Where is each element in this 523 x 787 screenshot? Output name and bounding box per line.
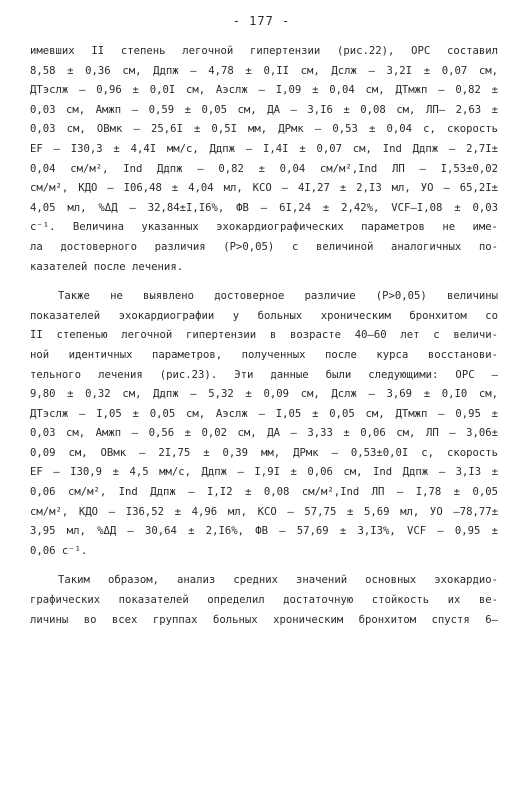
- text-line: 0,06 с⁻¹.: [30, 544, 88, 557]
- text-line: показателей эхокардиографии у больных хроническим бронхитом со: [30, 309, 498, 322]
- text-line: ной идентичных параметров, полученных после курса восстанови-: [30, 348, 498, 361]
- paragraph-1: [30, 42, 498, 277]
- text-line: 0,03 см, ОВмк – 25,6I ± 0,5I мм, ДРмк – 0,53 ± 0,04 с, скорость: [30, 123, 498, 136]
- text-line: 0,04 см/м², Ind Ддпж – 0,82 ± 0,04 см/м²,Ind ЛП – I,53±0,02: [30, 162, 498, 175]
- text-line: см/м², КДО – I06,48 ± 4,04 мл, КСО – 4I,27 ± 2,I3 мл, УО – 65,2I±: [30, 182, 498, 195]
- text-line: EF – I30,3 ± 4,4I мм/с, Ддпж – I,4I ± 0,07 см, Ind Ддпж – 2,7I±: [30, 142, 498, 155]
- paragraph-3: [30, 571, 498, 630]
- text-line: ДТэслж – I,05 ± 0,05 см, Аэслж – I,05 ± 0,05 см, ДТмжп – 0,95 ±: [30, 407, 498, 420]
- text-line: EF – I30,9 ± 4,5 мм/с, Ддпж – I,9I ± 0,06 см, Ind Ддпж – 3,I3 ±: [30, 466, 498, 479]
- text-line: 9,80 ± 0,32 см, Ддпж – 5,32 ± 0,09 см, Дслж – 3,69 ± 0,I0 см,: [30, 388, 498, 401]
- text-line: II степенью легочной гипертензии в возрасте 40–60 лет с величи-: [30, 329, 498, 342]
- body-text: [30, 42, 498, 630]
- text-line: тельного лечения (рис.23). Эти данные были следующими: ОРС –: [30, 368, 498, 381]
- text-line: 0,06 см/м², Ind Ддпж – I,I2 ± 0,08 см/м²,Ind ЛП – I,78 ± 0,05: [30, 486, 498, 499]
- text-line: личины во всех группах больных хроническим бронхитом спустя 6–: [30, 613, 498, 626]
- text-line: 0,03 см, Амжп – 0,56 ± 0,02 см, ДА – 3,33 ± 0,06 см, ЛП – 3,06±: [30, 427, 498, 440]
- text-line: 4,05 мл, %ΔД – 32,84±I,I6%, ФВ – 6I,24 ± 2,42%, VCF–I,08 ± 0,03: [30, 201, 498, 214]
- text-line: имевших II степень легочной гипертензии (рис.22), ОРС составил: [30, 45, 498, 57]
- text-line: графических показателей определил достаточную стойкость их ве-: [30, 594, 498, 607]
- text-line: с⁻¹. Величина указанных эхокардиографических параметров не име-: [30, 221, 498, 234]
- text-line: см/м², КДО – I36,52 ± 4,96 мл, КСО – 57,75 ± 5,69 мл, УО –78,77±: [30, 505, 498, 518]
- text-line: ДТэслж – 0,96 ± 0,0I см, Аэслж – I,09 ± 0,04 см, ДТмжп – 0,82 ±: [30, 84, 498, 97]
- text-line: Таким образом, анализ средних значений основных эхокардио-: [58, 574, 498, 587]
- paragraph-2: [30, 287, 498, 561]
- text-line: ла достоверного различия (P>0,05) с величиной аналогичных по-: [30, 240, 498, 253]
- text-line: 3,95 мл, %ΔД – 30,64 ± 2,I6%, ФВ – 57,69 ± 3,I3%, VCF – 0,95 ±: [30, 525, 498, 538]
- text-line: 0,09 см, ОВмк – 2I,75 ± 0,39 мм, ДРмк – 0,53±0,0I с, скорость: [30, 446, 498, 459]
- page-number: - 177 -: [232, 14, 291, 28]
- text-line: Также не выявлено достоверное различие (P>0,05) величины: [58, 290, 498, 303]
- text-line: 0,03 см, Амжп – 0,59 ± 0,05 см, ДА – 3,I6 ± 0,08 см, ЛП– 2,63 ±: [30, 103, 498, 116]
- text-line: казателей после лечения.: [30, 260, 184, 273]
- text-line: 8,58 ± 0,36 см, Ддпж – 4,78 ± 0,II см, Дслж – 3,2I ± 0,07 см,: [30, 64, 498, 77]
